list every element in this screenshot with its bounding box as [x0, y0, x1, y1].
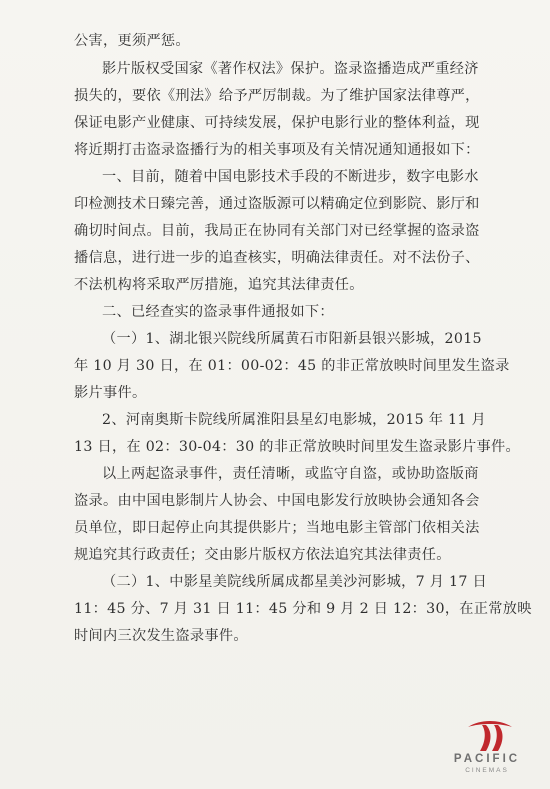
pacific-cinemas-logo — [442, 717, 532, 777]
doc-line-14: 影片事件。 — [74, 385, 147, 401]
doc-line-2: 影片版权受国家《著作权法》保护。盗录盗播造成严重经济 — [102, 61, 479, 77]
doc-line-13: 年 10 月 30 日，在 01：00-02：45 的非正常放映时间里发生盗录 — [74, 358, 510, 374]
doc-line-6: 一、目前，随着中国电影技术手段的不断进步，数字电影水 — [102, 169, 479, 185]
doc-line-12: （一）1、湖北银兴院线所属黄石市阳新县银兴影城，2015 — [102, 331, 482, 347]
doc-line-3: 损失的，要依《刑法》给予严厉制裁。为了维护国家法律尊严， — [74, 88, 480, 104]
doc-line-18: 盗录。由中国电影制片人协会、中国电影发行放映协会通知各会 — [74, 493, 480, 509]
logo-title: PACIFIC — [453, 753, 521, 765]
doc-line-1: 公害，更须严惩。 — [74, 33, 190, 49]
doc-line-8: 确切时间点。目前，我局正在协同有关部门对已经掌握的盗录盗 — [74, 223, 480, 239]
doc-line-17: 以上两起盗录事件，责任清晰，或监守自盗，或协助盗版商 — [102, 466, 479, 482]
logo-subtitle: CINEMAS — [465, 767, 509, 774]
doc-line-16: 13 日，在 02：30-04：30 的非正常放映时间里发生盗录影片事件。 — [74, 439, 521, 455]
doc-line-21: （二）1、中影星美院线所属成都星美沙河影城，7 月 17 日 — [102, 574, 487, 590]
doc-line-15: 2、河南奥斯卡院线所属淮阳县星幻电影城，2015 年 11 月 — [102, 412, 486, 428]
doc-line-10: 不法机构将采取严厉措施，追究其法律责任。 — [74, 277, 364, 293]
pacific-cinemas-logo-icon — [462, 717, 518, 753]
doc-line-5: 将近期打击盗录盗播行为的相关事项及有关情况通知通报如下： — [74, 142, 480, 158]
doc-line-20: 规追究其行政责任；交由影片版权方依法追究其法律责任。 — [74, 547, 451, 563]
doc-line-9: 播信息，进行进一步的追查核实，明确法律责任。对不法份子、 — [74, 250, 480, 266]
doc-line-19: 员单位，即日起停止向其提供影片；当地电影主管部门依相关法 — [74, 520, 480, 536]
doc-line-7: 印检测技术日臻完善，通过盗版源可以精确定位到影院、影厅和 — [74, 196, 480, 212]
doc-line-4: 保证电影产业健康、可持续发展，保护电影行业的整体利益，现 — [74, 115, 480, 131]
doc-line-22: 11：45 分、7 月 31 日 11：45 分和 9 月 2 日 12：30，在正常放映 — [74, 601, 532, 617]
doc-line-23: 时间内三次发生盗录事件。 — [74, 628, 248, 644]
doc-line-11: 二、已经查实的盗录事件通报如下： — [102, 304, 334, 320]
